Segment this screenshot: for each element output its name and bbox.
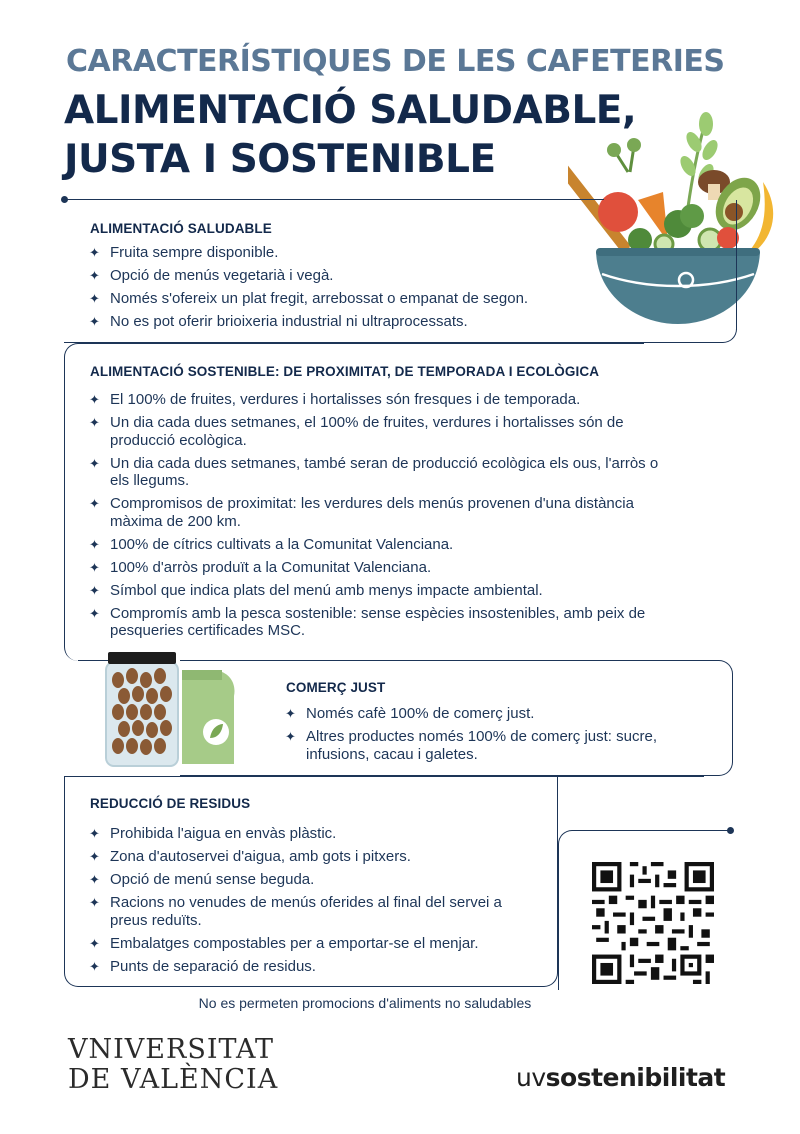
star-bullet-icon: ✦ <box>89 582 100 598</box>
list-item <box>89 894 529 929</box>
list-item-text: Altres productes només 100% de comerç just: sucre, infusions, cacau i galetes. <box>306 728 657 763</box>
list-item <box>89 582 679 600</box>
list-item <box>89 455 679 490</box>
star-bullet-icon: ✦ <box>89 872 100 887</box>
star-bullet-icon: ✦ <box>89 415 100 430</box>
list-item-text: 100% de cítrics cultivats a la Comunitat Valenciana. <box>110 535 454 553</box>
list-item-text: Opció de menú sense beguda. <box>110 871 315 888</box>
list-saludable <box>89 244 589 336</box>
list-item <box>89 935 529 953</box>
list-item-text: Només cafè 100% de comerç just. <box>306 705 535 722</box>
list-item <box>285 705 705 723</box>
section-title-saludable: ALIMENTACIÓ SALUDABLE <box>90 221 272 236</box>
section-title-residus: REDUCCIÓ DE RESIDUS <box>90 796 251 811</box>
star-bullet-icon: ✦ <box>89 895 100 910</box>
star-bullet-icon: ✦ <box>89 605 100 621</box>
star-bullet-icon: ✦ <box>89 958 100 974</box>
list-residus <box>89 825 529 981</box>
list-item <box>285 728 705 763</box>
star-bullet-icon: ✦ <box>89 245 100 260</box>
list-item <box>89 848 529 866</box>
list-item <box>89 871 529 889</box>
list-item-text: Zona d'autoservei d'aigua, amb gots i pitxers. <box>110 848 411 865</box>
list-item-text: 100% d'arròs produït a la Comunitat Valenciana. <box>110 558 432 576</box>
list-item-text: Opció de menús vegetarià i vegà. <box>110 267 334 284</box>
star-bullet-icon: ✦ <box>89 935 100 951</box>
uv-sost-main: sostenibilitat <box>545 1063 726 1092</box>
star-bullet-icon: ✦ <box>285 729 296 744</box>
uv-sost-prefix: uv <box>516 1063 546 1092</box>
list-item-text: Compromisos de proximitat: les verdures dels menús provenen d'una distància màxima de 200 km. <box>110 495 634 530</box>
footer-note: No es permeten promocions d'aliments no saludables <box>198 995 532 1011</box>
qr-code[interactable] <box>592 862 714 984</box>
list-item <box>89 495 679 530</box>
section-title-comerc: COMERÇ JUST <box>286 680 386 695</box>
section-frame <box>64 776 704 777</box>
connector-dot <box>727 827 734 834</box>
uv-sostenibilitat-logo[interactable] <box>516 1063 725 1092</box>
list-item-text: El 100% de fruites, verdures i hortalisses són fresques i de temporada. <box>110 391 581 408</box>
list-item <box>89 536 679 554</box>
uv-logo-line2: DE VALÈNCIA <box>68 1064 279 1095</box>
coffee-jar-illustration <box>104 652 240 770</box>
list-item-text: Fruita sempre disponible. <box>110 244 279 261</box>
list-item-text: Compromís amb la pesca sostenible: sense espècies insostenibles, amb peix de pesqueries certificades MSC. <box>110 604 646 639</box>
star-bullet-icon: ✦ <box>89 826 100 841</box>
section-title-sostenible: ALIMENTACIÓ SOSTENIBLE: DE PROXIMITAT, DE TEMPORADA I ECOLÒGICA <box>90 364 600 379</box>
star-bullet-icon: ✦ <box>89 496 100 511</box>
list-item-text: Embalatges compostables per a emportar-se el menjar. <box>110 934 479 952</box>
list-item-text: Símbol que indica plats del menú amb menys impacte ambiental. <box>110 581 543 599</box>
list-item <box>89 290 589 308</box>
list-item-text: Un dia cada dues setmanes, també seran de producció ecològica els ous, l'arròs o els llegums. <box>110 454 659 489</box>
star-bullet-icon: ✦ <box>285 706 296 721</box>
list-item <box>89 958 529 976</box>
list-sostenible <box>89 391 679 645</box>
list-item-text: Racions no venudes de menús oferides al final del servei a preus reduïts. <box>110 894 502 929</box>
star-bullet-icon: ✦ <box>89 559 100 575</box>
list-item <box>89 391 679 409</box>
star-bullet-icon: ✦ <box>89 268 100 283</box>
header-title-line1: ALIMENTACIÓ SALUDABLE, <box>64 88 637 133</box>
uv-logo-line1: VNIVERSITAT <box>68 1034 275 1065</box>
header-title <box>64 86 636 184</box>
star-bullet-icon: ✦ <box>89 291 100 306</box>
list-item-text: Punts de separació de residus. <box>110 957 316 975</box>
list-item-text: Un dia cada dues setmanes, el 100% de fruites, verdures i hortalisses són de producció ecològica. <box>110 414 624 449</box>
list-item <box>89 605 679 640</box>
list-item <box>89 244 589 262</box>
list-item <box>89 414 679 449</box>
star-bullet-icon: ✦ <box>89 849 100 864</box>
section-frame <box>64 776 65 796</box>
star-bullet-icon: ✦ <box>89 392 100 407</box>
list-item-text: Prohibida l'aigua en envàs plàstic. <box>110 825 337 842</box>
list-item <box>89 313 589 331</box>
list-item <box>89 559 679 577</box>
header-subtitle: CARACTERÍSTIQUES DE LES CAFETERIES <box>66 44 725 79</box>
star-bullet-icon: ✦ <box>89 455 100 471</box>
list-item <box>89 825 529 843</box>
list-item-text: No es pot oferir brioixeria industrial ni ultraprocessats. <box>110 313 468 330</box>
list-item <box>89 267 589 285</box>
list-item-text: Només s'ofereix un plat fregit, arrebossat o empanat de segon. <box>110 290 529 307</box>
list-comerc <box>285 705 705 769</box>
header-title-line2: JUSTA I SOSTENIBLE <box>64 137 496 182</box>
star-bullet-icon: ✦ <box>89 314 100 329</box>
star-bullet-icon: ✦ <box>89 536 100 552</box>
